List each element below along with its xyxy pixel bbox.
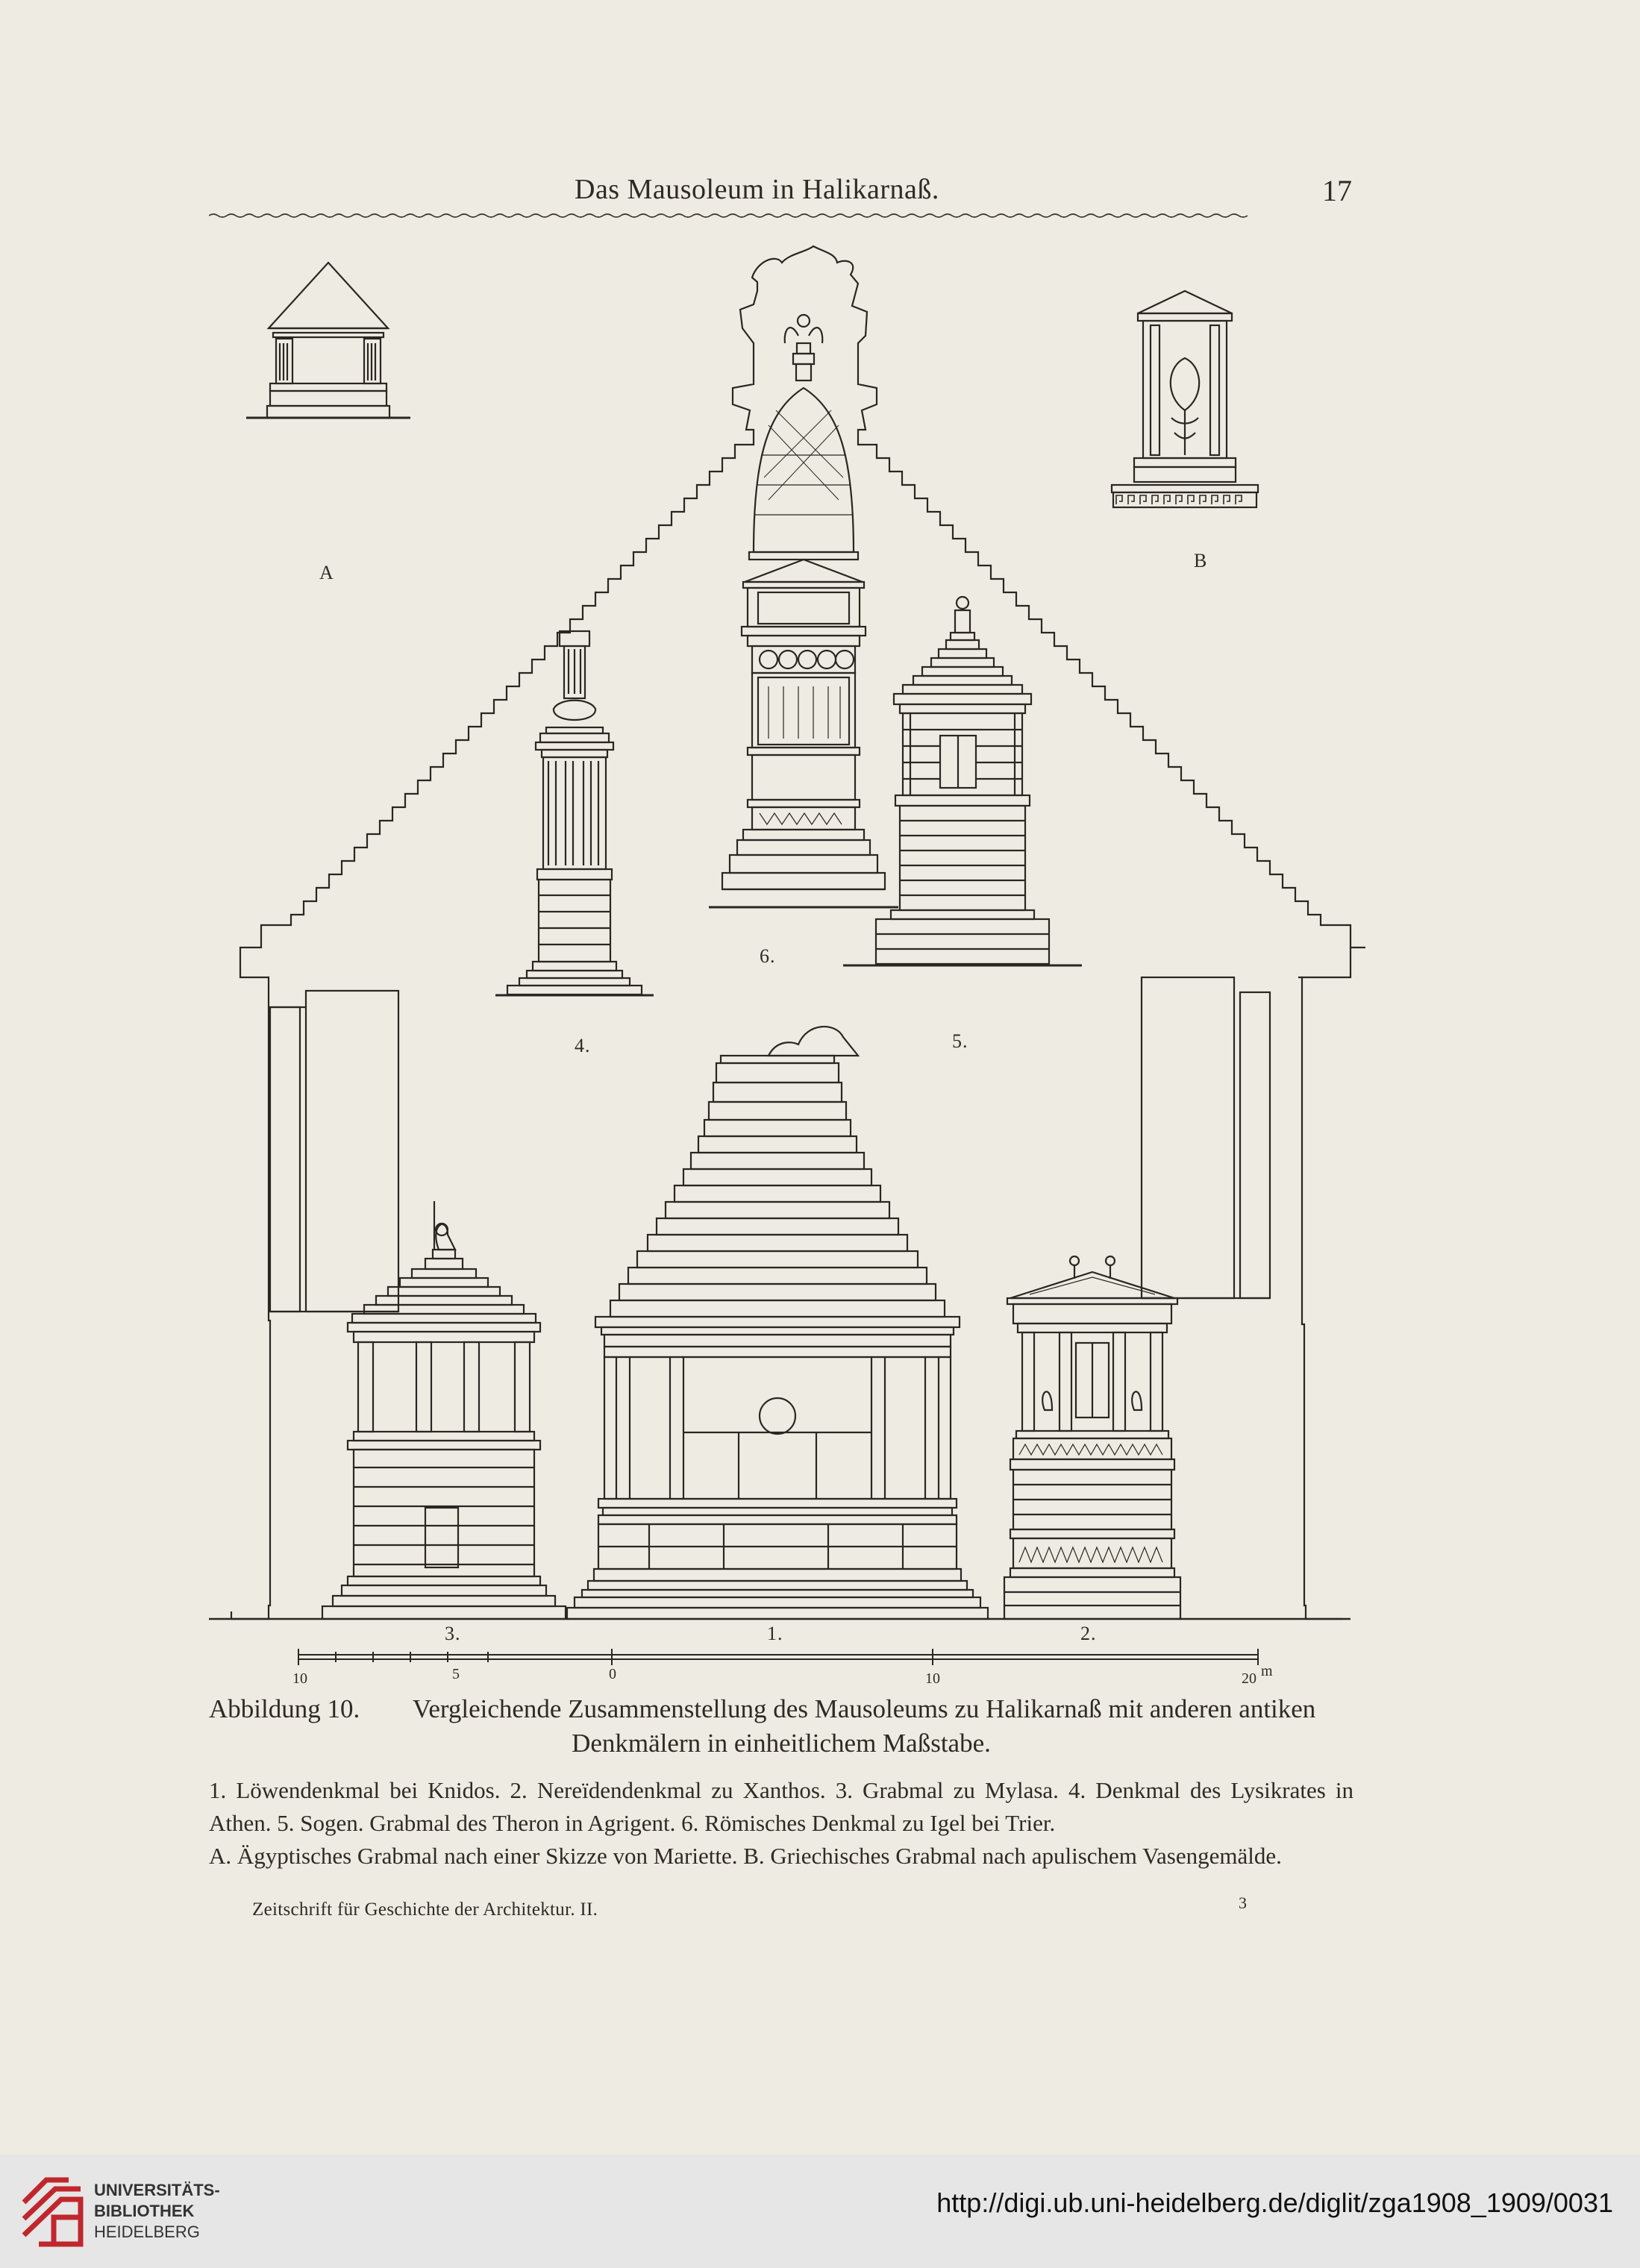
page-number: 17 bbox=[1322, 174, 1352, 207]
scale-tick-label: 10 bbox=[292, 1670, 307, 1686]
monument-5-theron bbox=[843, 597, 1082, 965]
scale-bar bbox=[298, 1649, 1258, 1665]
monument-1-knidos-lion-tomb bbox=[567, 1027, 988, 1619]
monument-2-nereid-monument bbox=[1004, 1256, 1180, 1619]
monument-3-mylasa-tomb bbox=[322, 1201, 566, 1619]
library-name-line1: UNIVERSITÄTS- bbox=[94, 2181, 220, 2199]
running-title: Das Mausoleum in Halikarnaß. bbox=[575, 174, 939, 205]
scale-tick-label: 20 bbox=[1242, 1670, 1256, 1686]
label-1: 1. bbox=[767, 1623, 783, 1644]
label-4: 4. bbox=[575, 1035, 591, 1056]
monument-A-egyptian-tomb bbox=[246, 263, 410, 418]
header-rule bbox=[209, 212, 1352, 219]
library-name bbox=[94, 2180, 220, 2243]
library-name-line2: BIBLIOTHEK bbox=[94, 2202, 195, 2220]
permalink-url[interactable]: http://digi.ub.uni-heidelberg.de/diglit/zga1908_1909/0031 bbox=[936, 2187, 1613, 2218]
monument-6-igel bbox=[709, 315, 898, 907]
caption-legend-lettered: A. Ägyptisches Grabmal nach einer Skizze von Mariette. B. Griechisches Grabmal nach apulischem Vasengemälde. bbox=[209, 1843, 1282, 1869]
caption-legend-numbered: 1. Löwendenkmal bei Knidos. 2. Nereïdendenkmal zu Xanthos. 3. Grabmal zu Mylasa. 4. Denkmal des Lysikrates in Athen. 5. Sogen. Grabmal des Theron in Agrigent. 6. Römisches Denkmal zu Igel bei Trier. bbox=[209, 1777, 1353, 1836]
caption-legend bbox=[209, 1774, 1353, 1873]
label-6: 6. bbox=[760, 945, 776, 967]
university-library-logo-icon bbox=[16, 2173, 88, 2250]
label-5: 5. bbox=[952, 1030, 968, 1052]
caption-title bbox=[209, 1692, 1353, 1761]
journal-footer: Zeitschrift für Geschichte der Architektur. II. bbox=[252, 1899, 598, 1920]
figure-caption bbox=[209, 1692, 1353, 1873]
scale-tick-label: 10 bbox=[925, 1670, 940, 1686]
label-A: A bbox=[319, 562, 334, 583]
caption-title-line2: Denkmälern in einheitlichem Maßstabe. bbox=[572, 1729, 991, 1758]
library-footer-bar bbox=[0, 2155, 1640, 2268]
monument-B-greek-tomb bbox=[1112, 291, 1258, 507]
running-header bbox=[209, 173, 1352, 218]
signature-mark: 3 bbox=[1239, 1893, 1247, 1912]
scale-tick-label: 5 bbox=[452, 1666, 460, 1682]
figure-number: Abbildung 10. bbox=[209, 1694, 360, 1723]
label-2: 2. bbox=[1080, 1623, 1097, 1644]
label-3: 3. bbox=[445, 1623, 461, 1644]
library-name-line3: HEIDELBERG bbox=[94, 2222, 200, 2241]
label-B: B bbox=[1194, 550, 1208, 571]
caption-title-line1: Vergleichende Zusammenstellung des Mausoleums zu Halikarnaß mit anderen antiken bbox=[412, 1694, 1316, 1723]
mausoleum-outline bbox=[231, 246, 1365, 1619]
architectural-comparison-plate bbox=[201, 231, 1365, 1686]
scale-tick-label: 0 bbox=[609, 1666, 616, 1682]
scale-unit: m bbox=[1261, 1663, 1273, 1679]
